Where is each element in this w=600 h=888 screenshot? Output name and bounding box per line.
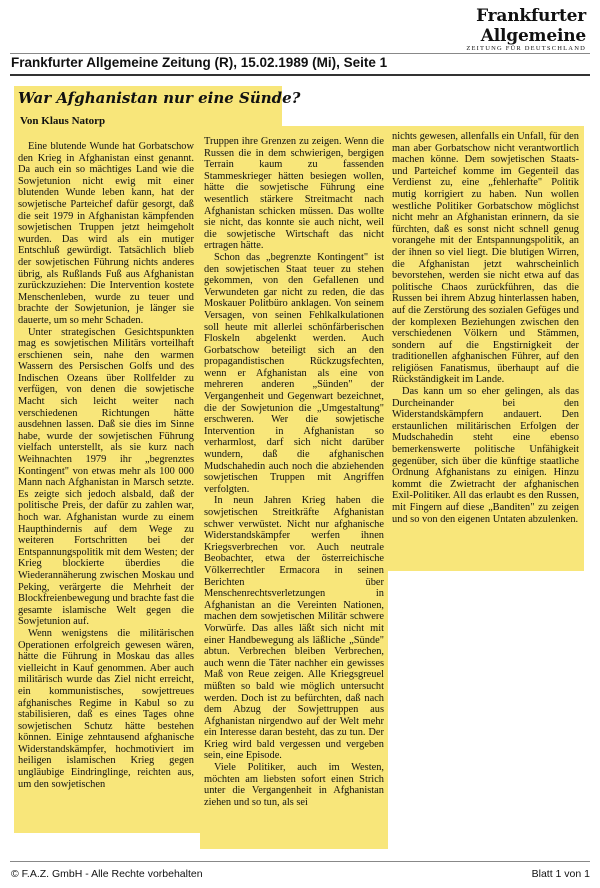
paragraph: Viele Politiker, auch im Westen, möchten am liebsten sofort einen Strich unter die Vergangenheit in Afghanistan ziehen und so tun, als sei xyxy=(204,762,384,808)
article-column-1 xyxy=(18,141,194,831)
paragraph: Eine blutende Wunde hat Gorbatschow den Krieg in Afghanistan einst genannt. Da auch ein so mächtiges Land wie die Sowjetunion nicht ewig mit einer blutenden Wunde leben kann, hat der sowjetische Parteichef dafür gesorgt, daß die seit 1979 in Afghanistan kämpfenden sowjetischen Truppen jetzt heimgeholt wurden. Das wird als ein mutiger Entschluß gewürdigt. Tatsächlich blieb der sowjetischen Führung nichts anderes übrig, als Rußlands Fuß aus Afghanistan zurückzuziehen: Die Intervention kostete Menschenleben, wurde zu teuer und brachte der Sowjetunion, je länger sie dauerte, um so mehr Schaden. xyxy=(18,141,194,326)
header-divider xyxy=(10,74,590,76)
article-column-2 xyxy=(204,136,384,846)
article-byline: Von Klaus Natorp xyxy=(20,115,106,127)
paragraph: Das kann um so eher gelingen, als das Durcheinander bei den Widerstandskämpfern andauert. Den erstaunlichen militärischen Erfolgen der Mudschahedin steht eine ebenso bemerkenswerte politische Unfähigkeit gegenüber, sich über die künftige staatliche Ordnung Afghanistans zu einigen. Hinzu kommt die Zwietracht der afghanischen Exil-Politiker. All das erlaubt es den Russen, mit Fingern auf diese „Banditen" zu zeigen und so von den eigenen Untaten abzulenken. xyxy=(392,386,579,525)
paragraph: Truppen ihre Grenzen zu zeigen. Wenn die Russen die in dem schwierigen, bergigen Terrain kaum zu fassenden Stammeskrieger hätten besiegen wollen, hätte die sowjetische Führung eine wesentlich stärkere Streitmacht nach Afghanistan schicken müssen. Das wollte sie nicht, das konnte sie auch nicht, weil die sowjetische Wirtschaft das nicht ertragen hätte. xyxy=(204,136,384,252)
paragraph: Unter strategischen Gesichtspunkten mag es sowjetischen Militärs vorteilhaft erschienen sein, nahe den warmen Wassern des Persischen Golfs und des Indischen Ozeans über Rollfelder zu verfügen, von denen die sowjetische Macht sich leicht weiter nach verschiedenen Richtungen hätte ausdehnen lassen. Daß sie dies im Sinne habe, wurde der sowjetischen Führung vielfach unterstellt, als sie kurz nach Weihnachten 1979 ihr „begrenztes Kontingent" von etwas mehr als 100 000 Mann nach Afghanistan in Marsch setzte. Es zeigte sich jedoch alsbald, daß der politische Preis, der dafür zu zahlen war, hoch war. Afghanistan wurde zu einem Haupthindernis auf dem Wege zu weiteren Fortschritten bei der Entspannungspolitik mit dem Westen; der Krieg blockierte überdies die Wiederannäherung zwischen Moskau und Peking, verärgerte die Mehrheit der Blockfreienbewegung und brachte fast die gesamte islamische Welt gegen die Sowjetunion auf. xyxy=(18,326,194,628)
paragraph: Schon das „begrenzte Kontingent" ist den sowjetischen Staat teuer zu stehen gekommen, von den Gefallenen und Verwundeten gar nicht zu reden, die das Moskauer Politbüro anklagen. Von seinem Versagen, von seinen Fehlkalkulationen soll heute mit allerlei schönfärberischen Floskeln abgelenkt werden. Auch Gorbatschow beteiligt sich an den propagandistischen Rückzugsfechten, wenn er Afghanistan als eine von mehreren anderen „Sünden" der Vergangenheit und Gegenwart bezeichnet, die der Sowjetunion die „Umgestaltung" erschweren. Wer die sowjetische Intervention in Afghanistan so verharmlost, darf sich nicht darüber wundern, daß die afghanischen Mudschahedin auch noch die abziehenden sowjetischen Truppen mit Angriffen verfolgten. xyxy=(204,251,384,495)
logo-name: Frankfurter Allgemeine xyxy=(476,6,586,46)
copyright-notice: © F.A.Z. GmbH - Alle Rechte vorbehalten xyxy=(11,868,203,880)
logo-tagline: ZEITUNG FÜR DEUTSCHLAND xyxy=(466,45,586,52)
page-indicator: Blatt 1 von 1 xyxy=(531,868,590,880)
paragraph: nichts gewesen, allenfalls ein Unfall, für den man aber Gorbatschow nicht verantwortlich machen könne. Dem sowjetischen Staats- und Parteichef komme im Gegenteil das Verdienst zu, eine „fehlerhafte" Politik mutig korrigiert zu haben. Nun wollen westliche Politiker Gorbatschow möglichst nicht mehr an Afghanistan erinnern, da sie fürchten, daß es sonst nicht schnell genug vorangehe mit der Entspannungspolitik, an der ihnen so viel liegt. Die blutigen Wirren, die Afghanistan jetzt wahrscheinlich bevorstehen, werden sie nicht etwa auf das politische Chaos zurückführen, das die Russen bei ihrem Abzug hinterlassen haben, auf die Zerstörung des sozialen Gefüges und der komplexen Beziehungen zwischen den verschiedenen Völkern und Stämmen, sondern auf die Engstirnigkeit der traditionellen afghanischen Führer, auf den religiösen Fanatismus, überhaupt auf die Rückständigkeit im Lande. xyxy=(392,131,579,386)
paragraph: In neun Jahren Krieg haben die sowjetischen Streitkräfte Afghanistan schwer verwüstet. Nicht nur afghanische Widerstandskämpfer werfen ihnen Kriegsverbrechen vor. Auch neutrale Beobachter, etwa der österreichische Völkerrechtler Ermacora in seinen Berichten über Menschenrechtsverletzungen in Afghanistan an die Vereinten Nationen, machen dem sowjetischen Militär schwere Vorwürfe. Das alles läßt sich nicht mit einer Handbewegung als läßliche „Sünde" abtun. Verbrechen bleiben Verbrechen, auch wenn die Täter nachher ein gewisses Maß von Reue zeigen. Alle Kriegsgreuel müßten so bald wie möglich untersucht werden. Doch ist zu befürchten, daß nach dem Abzug der Sowjettruppen aus Afghanistan nirgendwo auf der Welt mehr ein Interesse daran besteht, das zu tun. Der Krieg wird bald vergessen und vergeben sein, eine Episode. xyxy=(204,495,384,762)
footer-divider xyxy=(10,861,590,862)
article-column-3 xyxy=(392,131,579,569)
newspaper-logo xyxy=(386,6,586,53)
article-headline: War Afghanistan nur eine Sünde? xyxy=(18,89,301,107)
page-title: Frankfurter Allgemeine Zeitung (R), 15.02.1989 (Mi), Seite 1 xyxy=(11,55,388,70)
paragraph: Wenn wenigstens die militärischen Operationen erfolgreich gewesen wären, hätte die Führung in Moskau das alles vielleicht in Kauf genommen. Aber auch militärisch wurde das Ziel nicht erreicht, ein kommunistisches, sowjettreues afghanisches Regime in Kabul so zu stabilisieren, daß es eines Tages ohne sowjetischen Schutz hätte bestehen können. Einige zehntausend afghanische Widerstandskämpfer, hochmotiviert im heiligen islamischen Krieg gegen ungläubige Eindringlinge, reichten aus, um den sowjetischen xyxy=(18,627,194,790)
